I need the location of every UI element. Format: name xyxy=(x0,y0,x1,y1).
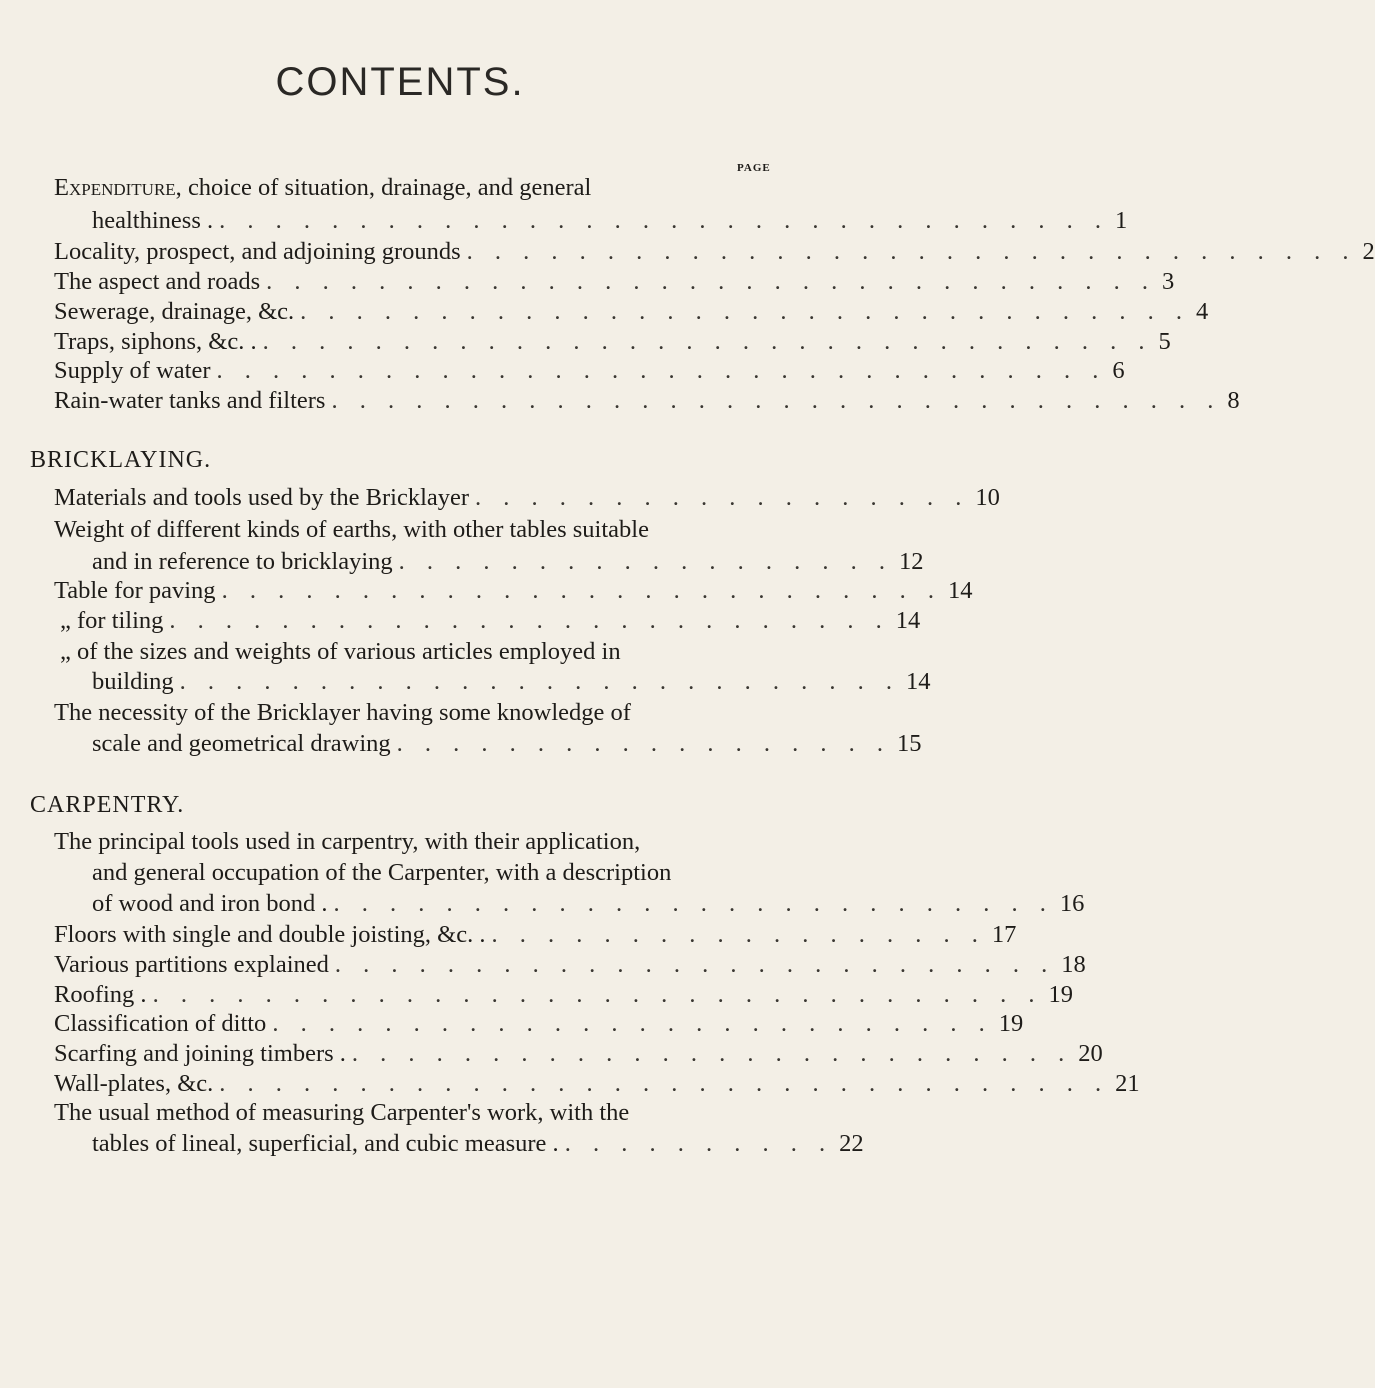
toc-row xyxy=(54,919,1017,950)
toc-row xyxy=(92,728,922,759)
page-title: CONTENTS. xyxy=(275,60,525,104)
toc-page-number: 17 xyxy=(991,921,1017,948)
toc-page-number: 22 xyxy=(839,1130,864,1157)
page-column-label: PAGE xyxy=(737,162,771,174)
toc-row xyxy=(54,385,1240,416)
toc-entry-text: Table for paving xyxy=(54,577,216,604)
toc-row xyxy=(92,546,924,577)
toc-entry-text: Wall-plates, &c. xyxy=(54,1070,214,1097)
toc-row xyxy=(54,266,1175,297)
toc-entry-continued: The usual method of measuring Carpenter's work, with the xyxy=(54,1099,630,1126)
leader-dots: . . . . . . . . . . . . . . . . . . . . . . . . . . . . . . . . xyxy=(331,387,1222,414)
toc-entry-continued: The principal tools used in carpentry, with their application, xyxy=(54,828,641,855)
toc-entry-text: of wood and iron bond . xyxy=(92,890,328,917)
toc-row xyxy=(92,205,1128,236)
leader-dots: . . . . . . . . . . . . . . . . . . . . . . . . . . . . . . . . xyxy=(152,981,1043,1008)
toc-row xyxy=(54,575,973,606)
toc-page-number: 18 xyxy=(1061,951,1086,978)
toc-page-number: 10 xyxy=(975,484,1000,511)
toc-entry-text: scale and geometrical drawing xyxy=(92,730,391,757)
toc-page-number: 14 xyxy=(906,668,931,695)
leader-dots: . . . . . . . . . . . . . . . . . . . . . . . . . . . . . . . . xyxy=(219,1070,1110,1097)
leader-dots: . . . . . . . . . . . . . . . . . . xyxy=(475,484,970,511)
toc-page-number: 19 xyxy=(1048,981,1073,1008)
leader-dots: . . . . . . . . . . . . . . . . . . . . . . . . . . . . . . . . xyxy=(300,298,1190,325)
toc-page-number: 5 xyxy=(1158,328,1171,355)
toc-page-number: 16 xyxy=(1059,890,1085,917)
toc-entry-text: Sewerage, drainage, &c. xyxy=(54,298,295,325)
toc-entry-text: Materials and tools used by the Bricklayer xyxy=(54,484,470,511)
toc-row xyxy=(54,326,1171,357)
toc-entry-continued: and general occupation of the Carpenter, with a description xyxy=(92,859,672,886)
toc-entry-text: Locality, prospect, and adjoining grounds xyxy=(54,238,461,265)
leader-dots: . . . . . . . . . . . . . . . . . . xyxy=(491,921,986,948)
toc-entry-text: Traps, siphons, &c. . xyxy=(54,328,257,355)
leader-dots: . . . . . . . . . . . . . . . . . . xyxy=(396,730,892,757)
leader-dots: . . . . . . . . . . . . . . . . . . . . . . . . . . . . . . . . xyxy=(219,207,1109,234)
leader-dots: . . . . . . . . . . . . . . . . . . . . . . . . . . xyxy=(221,577,942,604)
toc-row xyxy=(92,888,1085,919)
toc-entry-text: Various partitions explained xyxy=(54,951,329,978)
toc-entry-text: healthiness . xyxy=(92,207,214,234)
section-heading-carpentry: CARPENTRY. xyxy=(30,792,185,818)
toc-page-number: 2 xyxy=(1362,238,1375,265)
toc-entry-text: Classification of ditto xyxy=(54,1010,267,1037)
toc-row xyxy=(92,666,931,697)
toc-entry-continued: The necessity of the Bricklayer having some knowledge of xyxy=(54,699,631,726)
intro-first-line xyxy=(54,172,591,203)
toc-entry-continued: „ of the sizes and weights of various articles employed in xyxy=(60,638,621,665)
intro-first-line-rest: choice of situation, drainage, and general xyxy=(187,174,592,201)
toc-page-number: 6 xyxy=(1112,357,1125,384)
toc-page-number: 8 xyxy=(1227,387,1240,414)
toc-entry-text: „ for tiling xyxy=(60,607,164,634)
toc-row xyxy=(60,605,921,636)
toc-entry-text: Supply of water xyxy=(54,357,211,384)
leader-dots: . . . . . . . . . . . . . . . . . . . . . . . . . . xyxy=(179,668,901,695)
toc-entry-text: The aspect and roads xyxy=(54,268,261,295)
leader-dots: . . . . . . . . . . . . . . . . . . . . . . . . . . . . . . . . xyxy=(266,268,1156,295)
toc-page-number: 20 xyxy=(1078,1040,1103,1067)
toc-entry-text: Rain-water tanks and filters xyxy=(54,387,326,414)
toc-row xyxy=(54,482,1000,513)
toc-row xyxy=(54,1068,1140,1099)
toc-page-number: 3 xyxy=(1162,268,1175,295)
leader-dots: . . . . . . . . . . . . . . . . . . . . . . . . . . xyxy=(351,1040,1073,1067)
leader-dots: . . . . . . . . . . . . . . . . . . xyxy=(398,548,894,575)
toc-row xyxy=(92,1128,864,1159)
toc-entry-text: Scarfing and joining timbers . xyxy=(54,1040,346,1067)
toc-row xyxy=(54,1038,1103,1069)
leader-dots: . . . . . . . . . . . . . . . . . . . . . . . . . . xyxy=(334,951,1056,978)
toc-entry-text: tables of lineal, superficial, and cubic measure . xyxy=(92,1130,559,1157)
toc-page-number: 14 xyxy=(895,607,921,634)
intro-lead-word: Expenditure, xyxy=(54,174,182,201)
toc-page-number: 15 xyxy=(897,730,922,757)
leader-dots: . . . . . . . . . . . . . . . . . . . . . . . . . . . . . . . . xyxy=(216,357,1107,384)
leader-dots: . . . . . . . . . . . . . . . . . . . . . . . . . . xyxy=(333,890,1054,917)
leader-dots: . . . . . . . . . . . . . . . . . . . . . . . . . . . . . . . . xyxy=(262,328,1153,355)
toc-page-number: 21 xyxy=(1115,1070,1140,1097)
leader-dots: . . . . . . . . . . xyxy=(564,1130,834,1157)
toc-page-number: 1 xyxy=(1115,207,1128,234)
toc-entry-text: building xyxy=(92,668,174,695)
toc-row xyxy=(54,1008,1024,1039)
toc-row xyxy=(54,979,1073,1010)
toc-entry-text: Floors with single and double joisting, &c. . xyxy=(54,921,486,948)
toc-page-number: 12 xyxy=(899,548,924,575)
toc-entry-text: and in reference to bricklaying xyxy=(92,548,393,575)
leader-dots: . . . . . . . . . . . . . . . . . . . . . . . . . . xyxy=(272,1010,993,1037)
leader-dots: . . . . . . . . . . . . . . . . . . . . . . . . . . xyxy=(169,607,890,634)
toc-page-number: 14 xyxy=(947,577,973,604)
toc-row xyxy=(54,296,1209,327)
toc-row xyxy=(54,949,1086,980)
section-heading-bricklaying: BRICKLAYING. xyxy=(30,447,212,473)
toc-row xyxy=(54,236,1375,267)
toc-entry-continued: Weight of different kinds of earths, with other tables suitable xyxy=(54,516,649,543)
toc-entry-text: Roofing . xyxy=(54,981,147,1008)
leader-dots: . . . . . . . . . . . . . . . . . . . . . . . . . . . . . . . . xyxy=(466,238,1357,265)
toc-page-number: 19 xyxy=(998,1010,1024,1037)
toc-page-number: 4 xyxy=(1196,298,1209,325)
toc-row xyxy=(54,355,1125,386)
